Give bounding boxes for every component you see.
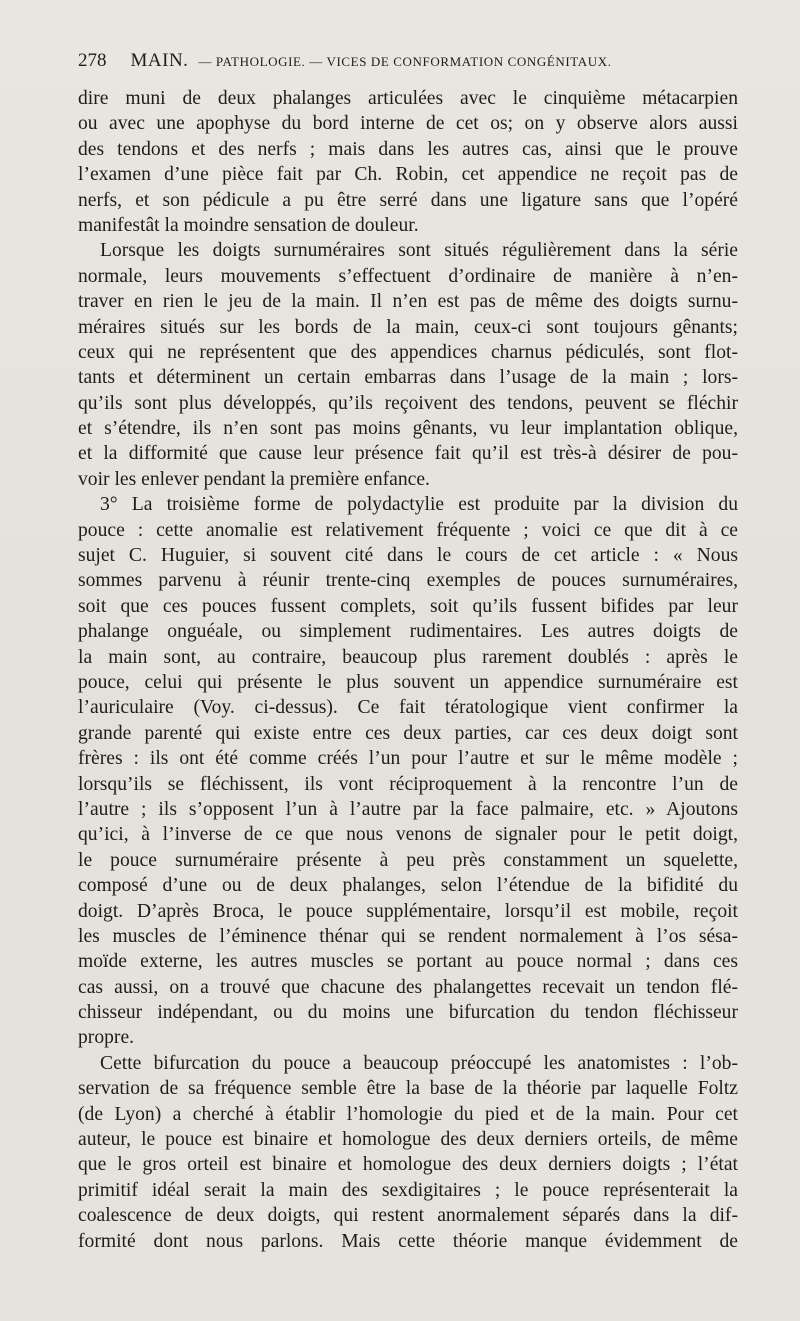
text-line: qu’ici, à l’inverse de ce que nous venons de signaler pour le petit doigt, [78, 824, 738, 846]
text-line: tants et déterminent un certain embarras dans l’usage de la main ; lors- [78, 367, 738, 389]
text-line: doigt. D’après Broca, le pouce supplémentaire, lorsqu’il est mobile, reçoit [78, 900, 738, 922]
text-line: formité dont nous parlons. Mais cette théorie manque évidemment de [78, 1230, 738, 1252]
text-line: 3° La troisième forme de polydactylie est produite par la division du [100, 494, 738, 516]
text-line: Lorsque les doigts surnuméraires sont situés régulièrement dans la série [100, 240, 738, 262]
text-line: lorsqu’ils se fléchissent, ils vont réciproquement à la rencontre l’un de [78, 773, 738, 795]
text-line: dire muni de deux phalanges articulées avec le cinquième métacarpien [78, 88, 738, 109]
text-line: sujet C. Huguier, si souvent cité dans le cours de cet article : « Nous [78, 545, 738, 567]
text-line: des tendons et des nerfs ; mais dans les autres cas, ainsi que le prouve [78, 138, 738, 160]
text-line: la main sont, au contraire, beaucoup plus rarement doublés : après le [78, 646, 738, 668]
body-text [78, 86, 738, 1254]
text-line: coalescence de deux doigts, qui restent anormalement séparés dans la dif- [78, 1205, 738, 1227]
text-line: voir les enlever pendant la première enfance. [78, 468, 430, 490]
text-line: propre. [78, 1027, 135, 1049]
text-line: phalange onguéale, ou simplement rudimentaires. Les autres doigts de [78, 621, 738, 643]
running-head [78, 50, 738, 76]
page-number: 278 [78, 50, 107, 71]
text-line: Cette bifurcation du pouce a beaucoup préoccupé les anatomistes : l’ob- [100, 1052, 738, 1074]
text-line: frères : ils ont été comme créés l’un pour l’autre et sur le même modèle ; [78, 748, 738, 770]
text-line: chisseur indépendant, ou du moins une bifurcation du tendon fléchisseur [78, 1002, 738, 1024]
text-line: qu’ils sont plus développés, qu’ils reçoivent des tendons, peuvent se fléchir [78, 392, 738, 414]
text-line: le pouce surnuméraire présente à peu près constamment un squelette, [78, 849, 738, 871]
text-line: sommes parvenu à réunir trente-cinq exemples de pouces surnuméraires, [78, 570, 738, 592]
text-line: pouce, celui qui présente le plus souvent un appendice surnuméraire est [78, 671, 738, 693]
text-line: pouce : cette anomalie est relativement fréquente ; voici ce que dit à ce [78, 519, 738, 541]
text-line: composé d’une ou de deux phalanges, selon l’étendue de la bifidité du [78, 875, 738, 897]
text-line: moïde externe, les autres muscles se portant au pouce normal ; dans ces [78, 951, 738, 973]
text-line: (de Lyon) a cherché à établir l’homologie du pied et de la main. Pour cet [78, 1103, 738, 1125]
text-line: ceux qui ne représentent que des appendices charnus pédiculés, sont flot- [78, 341, 738, 363]
text-line: et s’étendre, ils n’en sont pas moins gênants, vu leur implantation oblique, [78, 418, 738, 440]
text-line: les muscles de l’éminence thénar qui se rendent normalement à l’os sésa- [78, 925, 738, 947]
text-line: l’auriculaire (Voy. ci-dessus). Ce fait tératologique vient confirmer la [78, 697, 738, 719]
text-line: traver en rien le jeu de la main. Il n’en est pas de même des doigts surnu- [78, 291, 738, 313]
text-line: manifestât la moindre sensation de douleur. [78, 214, 419, 236]
running-title-main: MAIN. [130, 50, 189, 71]
text-line: grande parenté qui existe entre ces deux parties, car ces deux doigt sont [78, 722, 738, 744]
running-title-sub: — PATHOLOGIE. — VICES DE CONFORMATION CONGÉNITAUX. [198, 54, 612, 69]
text-line: servation de sa fréquence semble être la base de la théorie par laquelle Foltz [78, 1078, 738, 1100]
text-line: cas aussi, on a trouvé que chacune des phalangettes recevait un tendon flé- [78, 976, 738, 998]
text-line: que le gros orteil est binaire et homologue des deux derniers doigts ; l’état [78, 1154, 738, 1176]
text-line: soit que ces pouces fussent complets, soit qu’ils fussent bifides par leur [78, 595, 738, 617]
text-line: nerfs, et son pédicule a pu être serré dans une ligature sans que l’opéré [78, 189, 738, 211]
text-line: normale, leurs mouvements s’effectuent d’ordinaire de manière à n’en- [78, 265, 738, 287]
text-line: méraires situés sur les bords de la main, ceux-ci sont toujours gênants; [78, 316, 738, 338]
text-line: primitif idéal serait la main des sexdigitaires ; le pouce représenterait la [78, 1179, 738, 1201]
text-line: et la difformité que cause leur présence fait qu’il est très-à désirer de pou- [78, 443, 738, 465]
text-line: auteur, le pouce est binaire et homologue des deux derniers orteils, de même [78, 1129, 738, 1151]
text-line: l’examen d’une pièce fait par Ch. Robin, cet appendice ne reçoit pas de [78, 164, 738, 186]
text-line: l’autre ; ils s’opposent l’un à l’autre par la face palmaire, etc. » Ajoutons [78, 798, 738, 820]
text-line: ou avec une apophyse du bord interne de cet os; on y observe alors aussi [78, 113, 738, 135]
